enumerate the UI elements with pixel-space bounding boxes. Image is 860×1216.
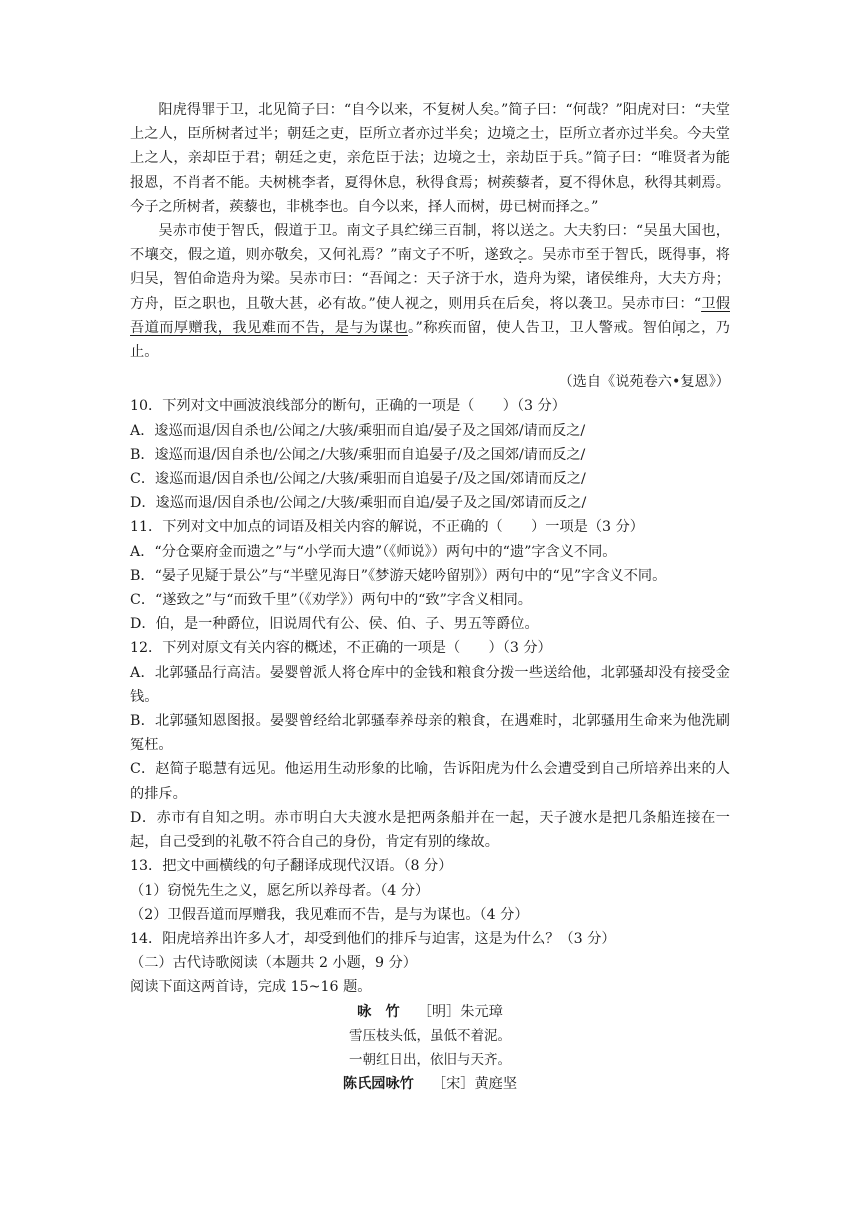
poetry-section-heading: （二）古代诗歌阅读（本题共 2 小题，9 分）: [130, 955, 417, 972]
question-10: 10．下列对文中画波浪线部分的断句，正确的一项是（ ）（3 分）: [130, 398, 566, 415]
poem2-author: ［宋］黄庭坚: [431, 1075, 518, 1092]
q10-option-b: B．逡巡而退/因自杀也/公闻之/大骇/乘驲而自追晏子/及之国郊/请而反之/: [130, 446, 586, 463]
poetry-instructions: 阅读下面这两首诗，完成 15~16 题。: [130, 979, 372, 996]
q12-option-a: A．北郭骚品行高洁。晏婴曾派人将仓库中的金钱和粮食分拨一些送给他，北郭骚却没有接受金钱。: [130, 664, 730, 705]
poem1-line-1: 雪压枝头低，虽低不着泥。: [349, 1027, 511, 1044]
q11-option-c: C．“遂致之”与“而致千里”（《劝学》）两句中的“致”字含义相同。: [130, 592, 532, 609]
question-14: 14．阳虎培养出许多人才，却受到他们的排斥与迫害，这是为什么？（3 分）: [130, 930, 616, 947]
question-11: 11．下列对文中加点的词语及相关内容的解说，不正确的（ ）一项是（3 分）: [130, 519, 644, 536]
poem1-author: ［明］朱元璋: [417, 1003, 503, 1020]
passage-text: 。”称疾而留，使人告卫，卫人警戒。智: [407, 319, 658, 336]
poem1-heading: [130, 1000, 730, 1024]
q11-option-a: A．“分仓粟府金而遗之”与“小学而大遗”（《师说》）两句中的“遗”字含义不同。: [130, 543, 617, 560]
q10-option-a: A．逡巡而退/因自杀也/公闻之/大骇/乘驲而自追/晏子及之国郊/请而反之/: [130, 422, 586, 439]
q10-option-d: D．逡巡而退/因自杀也/公闻之/大骇/乘驲而自追/晏子及之国/郊请而反之/: [130, 495, 587, 512]
passage-text: 之。吴赤市至于智氏，既得事，将归吴，智伯命造舟为梁。吴赤市曰：“吾闻之：天子济于水，造舟为梁，诸侯维舟，大夫方舟；方舟，臣之职也，且敬大甚，必有故。”使人视之，则用兵在后矣，将以袭卫。吴赤市曰：“: [130, 247, 730, 312]
q11-option-d: D．伯，是一种爵位，旧说周代有公、侯、伯、子、男五等爵位。: [130, 616, 539, 633]
q12-option-c: C．赵简子聪慧有远见。他运用生动形象的比喻，告诉阳虎为什么会遭受到自己所培养出来的人的排斥。: [130, 761, 730, 802]
underlined-sentence: 卫假吾道而厚赠我，我见难而不告，是与为谋也: [130, 295, 730, 336]
q11-option-b: B．“晏子见疑于景公”与“半壁见海日”《梦游天姥吟留别》）两句中的“见”字含义不同。: [130, 567, 667, 584]
question-13: 13．把文中画横线的句子翻译成现代汉语。（8 分）: [130, 858, 453, 875]
poem1-title: 咏 竹: [357, 1003, 400, 1020]
passage-text: 吴赤市使于智氏，假道于卫。南文子具纻绨三百制，将以送之。大夫豹曰：“吴虽大国也，不壤交，假之道，则亦敬矣，又何礼焉？”南文子不听，遂: [130, 223, 730, 264]
poem1-line-2: 一朝红日出，依旧与天齐。: [349, 1051, 511, 1068]
q13-item-1: （1）窃悦先生之义，愿乞所以养母者。（4 分）: [130, 882, 430, 899]
dotted-word-zhi: 致: [498, 247, 514, 264]
question-12: 12．下列对原文有关内容的概述，不正确的一项是（ ）（3 分）: [130, 640, 552, 657]
source-citation: （选自《说苑卷六•复恩》）: [558, 374, 730, 391]
passage-paragraph-1: 阳虎得罪于卫，北见简子曰：“自今以来，不复树人矣。”简子曰：“何哉？”阳虎对曰：“夫堂上之人，臣所树者过半；朝廷之吏，臣所立者亦过半矣；边境之士，臣所立者亦过半矣。今夫堂上之人，亲却臣于君；朝廷之吏，亲危臣于法；边境之士，亲劫臣于兵。”简子曰：“唯贤者为能报恩，不肖者不能。夫树桃李者，夏得休息，秋得食焉；树蒺藜者，夏不得休息，秋得其刺焉。今子之所树者，蒺藜也，非桃李也。自今以来，择人而树，毋已树而择之。”: [130, 102, 730, 215]
q12-option-d: D．赤市有自知之明。赤市明白大夫渡水是把两条船并在一起，天子渡水是把几条船连接在一起，自己受到的礼敬不符合自己的身份，肯定有别的缘故。: [130, 809, 730, 851]
poem2-title: 陈氏园咏竹: [342, 1075, 414, 1092]
passage-text: 闻之，乃止。: [130, 319, 730, 361]
exam-page: [130, 98, 730, 1096]
poem2-heading: [130, 1072, 730, 1096]
q10-option-c: C．逡巡而退/因自杀也/公闻之/大骇/乘驲而自追晏子/及之国/郊请而反之/: [130, 471, 586, 488]
passage-paragraph-2: [130, 219, 730, 364]
dotted-word-bo: 伯: [657, 319, 672, 336]
q13-item-2: （2）卫假吾道而厚赠我，我见难而不告，是与为谋也。（4 分）: [130, 906, 529, 923]
q12-option-b: B．北郭骚知恩图报。晏婴曾经给北郭骚奉养母亲的粮食，在遇难时，北郭骚用生命来为他洗刷冤枉。: [130, 713, 730, 754]
